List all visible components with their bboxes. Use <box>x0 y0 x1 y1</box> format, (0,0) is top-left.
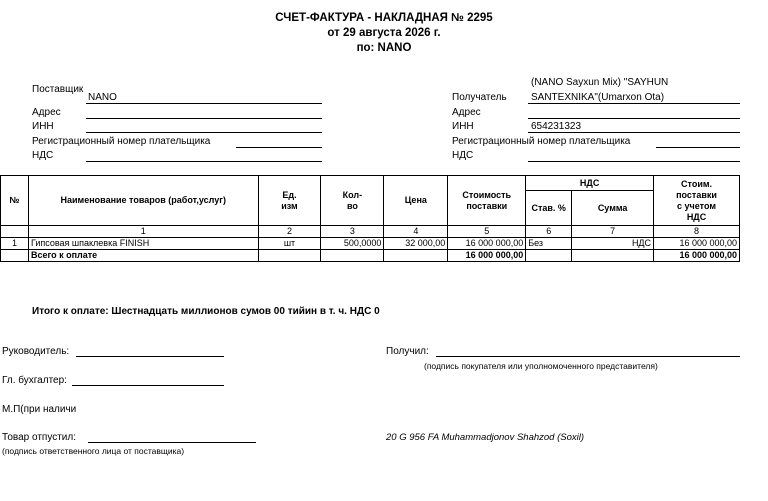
recipient-vat-label: НДС <box>452 150 474 161</box>
supplier-value: NANO <box>88 92 117 103</box>
header-name: Наименование товаров (работ,услуг) <box>28 176 258 226</box>
header-total-line3: с учетом <box>677 200 716 211</box>
header-qty <box>321 176 384 226</box>
colnum: 6 <box>526 226 572 238</box>
director-label: Руководитель: <box>2 346 70 357</box>
total-label: Всего к оплате <box>28 250 258 262</box>
supplier-vat-label: НДС <box>32 150 54 161</box>
row-name: Гипсовая шпаклевка FINISH <box>28 238 258 250</box>
header-unit-line2: изм <box>281 200 298 211</box>
supplier-inn-label: ИНН <box>32 121 54 132</box>
header-num: № <box>1 176 29 226</box>
table-header-row-1 <box>1 176 740 191</box>
released-note: (подпись ответственного лица от поставщика) <box>2 446 185 456</box>
header-price: Цена <box>384 176 448 226</box>
recipient-inn-label: ИНН <box>452 121 474 132</box>
colnum: 5 <box>448 226 526 238</box>
supplier-vat-underline <box>86 161 322 162</box>
recipient-value-line1: (NANO Sayxun Mix) "SAYHUN <box>531 77 669 88</box>
total-empty <box>1 250 29 262</box>
supplier-reg-label: Регистрационный номер плательщика <box>32 136 211 147</box>
received-label: Получил: <box>386 346 429 357</box>
header-cost-line1: Стоимость <box>462 189 512 200</box>
released-sign-line <box>88 442 256 443</box>
supplier-underline <box>86 103 322 104</box>
header-vat-sum: Сумма <box>572 191 654 226</box>
header-total-line2: поставки <box>676 189 717 200</box>
invoice-po: по: NANO <box>356 42 412 54</box>
header-qty-line2: во <box>346 200 358 211</box>
header-vat: НДС <box>526 176 654 191</box>
header-unit <box>258 176 321 226</box>
total-empty <box>321 250 384 262</box>
total-row <box>1 250 740 262</box>
colnum: 3 <box>321 226 384 238</box>
recipient-value-line2: SANTEXNIKA"(Umarxon Ota) <box>531 92 665 103</box>
column-number-row <box>1 226 740 238</box>
total-empty <box>572 250 654 262</box>
header-unit-line1: Ед. <box>282 189 297 200</box>
colnum: 8 <box>654 226 740 238</box>
row-qty: 500,0000 <box>321 238 384 250</box>
row-vat-rate: Без <box>526 238 572 250</box>
recipient-label: Получатель <box>452 92 507 103</box>
colnum: 7 <box>572 226 654 238</box>
supplier-address-label: Адрес <box>32 107 61 118</box>
supplier-inn-underline <box>86 132 322 133</box>
row-total: 16 000 000,00 <box>654 238 740 250</box>
colnum: 2 <box>258 226 321 238</box>
recipient-address-label: Адрес <box>452 107 481 118</box>
recipient-inn-underline <box>528 132 740 133</box>
colnum <box>1 226 29 238</box>
colnum: 1 <box>28 226 258 238</box>
received-sign-line <box>436 356 740 357</box>
total-empty <box>384 250 448 262</box>
total-empty <box>526 250 572 262</box>
invoice-table <box>0 175 740 262</box>
header-vat-rate: Став. % <box>526 191 572 226</box>
row-vat-sum: НДС <box>572 238 654 250</box>
recipient-vat-underline <box>528 161 740 162</box>
header-total <box>654 176 740 226</box>
driver-info: 20 G 956 FA Muhammadjonov Shahzod (Soxil) <box>386 432 585 443</box>
total-empty <box>258 250 321 262</box>
total-cost: 16 000 000,00 <box>448 250 526 262</box>
director-sign-line <box>76 356 224 357</box>
row-cost: 16 000 000,00 <box>448 238 526 250</box>
recipient-reg-underline <box>656 147 740 148</box>
recipient-reg-label: Регистрационный номер плательщика <box>452 136 631 147</box>
recipient-inn-value: 654231323 <box>531 121 582 132</box>
supplier-reg-underline <box>236 147 322 148</box>
header-cost-line2: поставки <box>466 200 508 211</box>
supplier-label: Поставщик <box>32 84 84 95</box>
stamp-label: М.П(при наличи <box>2 404 77 415</box>
released-label: Товар отпустил: <box>2 432 76 443</box>
row-unit: шт <box>258 238 321 250</box>
supplier-address-underline <box>86 118 322 119</box>
row-num: 1 <box>1 238 29 250</box>
header-total-line1: Стоим. <box>681 178 713 189</box>
recipient-underline <box>528 103 740 104</box>
payment-summary: Итого к оплате: Шестнадцать миллионов сумов 00 тийин в т. ч. НДС 0 <box>32 306 380 317</box>
colnum: 4 <box>384 226 448 238</box>
accountant-sign-line <box>72 385 224 386</box>
accountant-label: Гл. бухгалтер: <box>2 375 67 386</box>
table-row <box>1 238 740 250</box>
header-total-line4: НДС <box>686 211 707 222</box>
header-qty-line1: Кол- <box>342 189 363 200</box>
recipient-address-underline <box>528 118 740 119</box>
invoice-title: СЧЕТ-ФАКТУРА - НАКЛАДНАЯ № 2295 <box>275 12 493 24</box>
invoice-date: от 29 августа 2026 г. <box>327 27 441 39</box>
total-with-vat: 16 000 000,00 <box>654 250 740 262</box>
row-price: 32 000,00 <box>384 238 448 250</box>
header-cost <box>448 176 526 226</box>
received-note: (подпись покупателя или уполномоченного представителя) <box>424 361 658 371</box>
